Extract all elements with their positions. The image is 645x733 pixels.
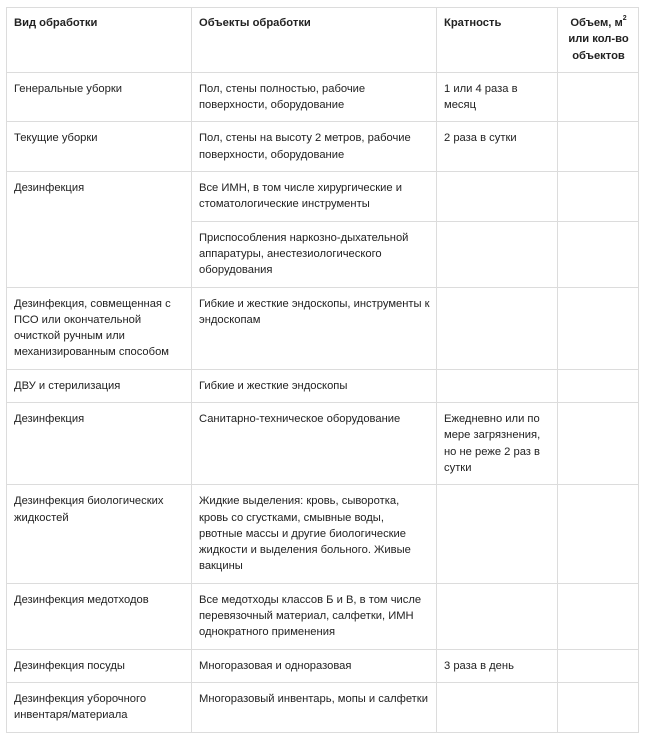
cell-volume: [558, 221, 639, 287]
cell-objects: Все медотходы классов Б и В, в том числе перевязочный материал, салфетки, ИМН однократного применения: [192, 583, 437, 649]
header-type: Вид обработки: [7, 8, 192, 73]
cell-type: Дезинфекция, совмещенная с ПСО или окончательной очисткой ручным или механизированным способом: [7, 287, 192, 369]
cell-volume: [558, 172, 639, 222]
table-row: [7, 649, 639, 682]
cell-frequency: [437, 221, 558, 287]
cell-objects: Жидкие выделения: кровь, сыворотка, кровь со сгустками, смывные воды, рвотные массы и другие биологические жидкости и выделения больного. Живые вакцины: [192, 485, 437, 583]
cell-volume: [558, 649, 639, 682]
cell-objects: Пол, стены на высоту 2 метров, рабочие поверхности, оборудование: [192, 122, 437, 172]
cell-frequency: [437, 287, 558, 369]
cell-type: Дезинфекция: [7, 172, 192, 287]
cell-volume: [558, 287, 639, 369]
cell-volume: [558, 369, 639, 402]
header-volume: [558, 8, 639, 73]
cell-objects: Приспособления наркозно-дыхательной аппаратуры, анестезиологического оборудования: [192, 221, 437, 287]
cell-type: Дезинфекция уборочного инвентаря/материала: [7, 682, 192, 732]
cell-volume: [558, 682, 639, 732]
cell-frequency: [437, 682, 558, 732]
table-row: [7, 369, 639, 402]
cell-frequency: [437, 369, 558, 402]
cell-volume: [558, 583, 639, 649]
document-container: [6, 7, 639, 733]
cell-type: ДВУ и стерилизация: [7, 369, 192, 402]
disinfection-table: [6, 7, 639, 733]
header-volume-suffix: или кол-во объектов: [568, 33, 629, 62]
cell-volume: [558, 485, 639, 583]
header-objects: Объекты обработки: [192, 8, 437, 73]
header-frequency: Кратность: [437, 8, 558, 73]
cell-frequency: 1 или 4 раза в месяц: [437, 72, 558, 122]
table-header-row: [7, 8, 639, 73]
cell-objects: Все ИМН, в том числе хирургические и стоматологические инструменты: [192, 172, 437, 222]
cell-type: Дезинфекция: [7, 403, 192, 485]
table-row: [7, 287, 639, 369]
cell-objects: Многоразовая и одноразовая: [192, 649, 437, 682]
cell-volume: [558, 122, 639, 172]
table-row: [7, 485, 639, 583]
table-row: [7, 172, 639, 222]
cell-frequency: 3 раза в день: [437, 649, 558, 682]
cell-volume: [558, 72, 639, 122]
cell-type: Дезинфекция посуды: [7, 649, 192, 682]
table-row: [7, 403, 639, 485]
cell-objects: Пол, стены полностью, рабочие поверхности, оборудование: [192, 72, 437, 122]
table-row: [7, 122, 639, 172]
table-row: [7, 682, 639, 732]
cell-frequency: Ежедневно или по мере загрязнения, но не реже 2 раз в сутки: [437, 403, 558, 485]
cell-volume: [558, 403, 639, 485]
header-volume-sup: 2: [622, 15, 627, 23]
cell-frequency: 2 раза в сутки: [437, 122, 558, 172]
cell-type: Дезинфекция медотходов: [7, 583, 192, 649]
cell-type: Генеральные уборки: [7, 72, 192, 122]
cell-objects: Гибкие и жесткие эндоскопы: [192, 369, 437, 402]
cell-frequency: [437, 583, 558, 649]
table-row: [7, 583, 639, 649]
cell-frequency: [437, 172, 558, 222]
cell-objects: Многоразовый инвентарь, мопы и салфетки: [192, 682, 437, 732]
cell-frequency: [437, 485, 558, 583]
cell-objects: Гибкие и жесткие эндоскопы, инструменты к эндоскопам: [192, 287, 437, 369]
table-row: [7, 72, 639, 122]
header-volume-prefix: Объем, м: [570, 17, 623, 29]
cell-objects: Санитарно-техническое оборудование: [192, 403, 437, 485]
cell-type: Текущие уборки: [7, 122, 192, 172]
cell-type: Дезинфекция биологических жидкостей: [7, 485, 192, 583]
